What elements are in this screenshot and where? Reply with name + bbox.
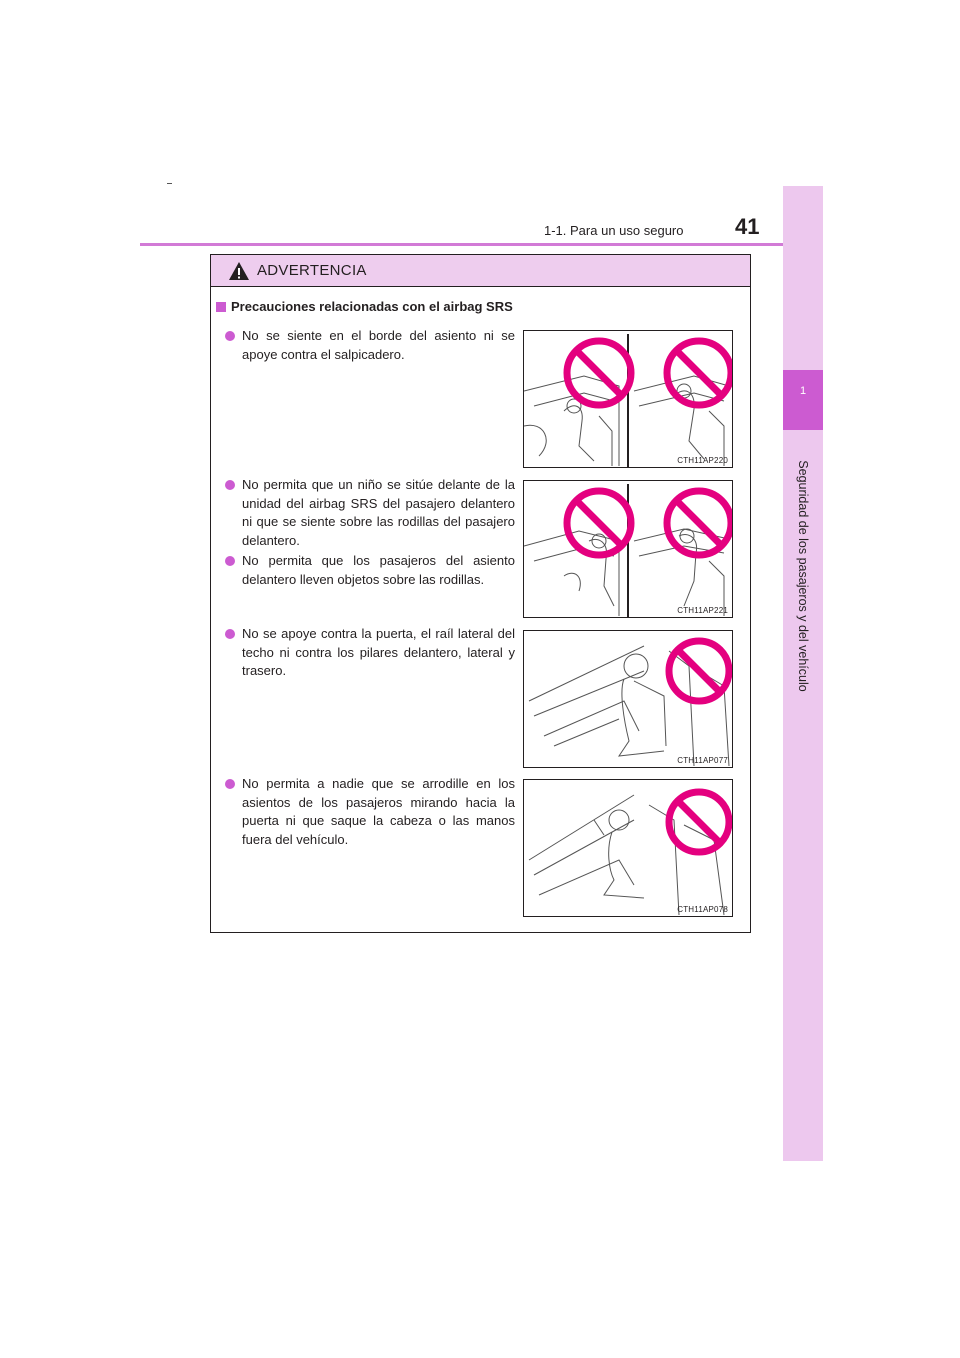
prohibition-icon: [567, 491, 631, 555]
prohibition-icon: [667, 491, 731, 555]
illustration-code: CTH11AP077: [677, 756, 728, 765]
chapter-number-tab: [783, 370, 823, 430]
warning-box: [210, 254, 751, 933]
bullet-icon: [225, 779, 235, 789]
running-header: 1-1. Para un uso seguro: [544, 223, 684, 238]
bullet-icon: [225, 331, 235, 341]
list-item: No permita que los pasajeros del asiento delantero lleven objetos sobre las rodillas.: [225, 552, 515, 589]
illustration-kneeling-seat: [523, 779, 733, 917]
prohibition-icon: [567, 341, 631, 405]
illustration-leaning-dashboard: [523, 330, 733, 468]
prohibition-icon: [667, 341, 731, 405]
section-title: Precauciones relacionadas con el airbag SRS: [216, 299, 513, 314]
prohibition-icon: [669, 792, 729, 852]
square-bullet-icon: [216, 302, 226, 312]
header-rule: [140, 243, 823, 246]
illustration-code: CTH11AP221: [677, 606, 728, 615]
bullet-icon: [225, 629, 235, 639]
prohibition-icon: [669, 641, 729, 701]
illustration-code: CTH11AP220: [677, 456, 728, 465]
chapter-number: 1: [799, 385, 807, 397]
list-item: No permita que un niño se sitúe delante de la unidad del airbag SRS del pasajero delantero ni que se siente sobre las rodillas del pasajero delantero.: [225, 476, 515, 550]
list-item: No permita a nadie que se arrodille en los asientos de los pasajeros mirando hacia la puerta ni que saque la cabeza o las manos fuera del vehículo.: [225, 775, 515, 849]
warning-title: ADVERTENCIA: [257, 262, 367, 279]
illustration-code: CTH11AP078: [677, 905, 728, 914]
bullet-icon: [225, 556, 235, 566]
illustration-child-front-seat: [523, 480, 733, 618]
illustration-leaning-door: [523, 630, 733, 768]
warning-triangle-icon: [228, 261, 250, 281]
page-number: 41: [735, 214, 760, 239]
chapter-title: Seguridad de los pasajeros y del vehículo: [796, 460, 810, 692]
list-item: No se siente en el borde del asiento ni se apoye contra el salpicadero.: [225, 327, 515, 364]
warning-header: [211, 255, 750, 287]
list-item: No se apoye contra la puerta, el raíl lateral del techo ni contra los pilares delantero, lateral y trasero.: [225, 625, 515, 681]
bullet-icon: [225, 480, 235, 490]
corner-mark: [167, 183, 172, 184]
